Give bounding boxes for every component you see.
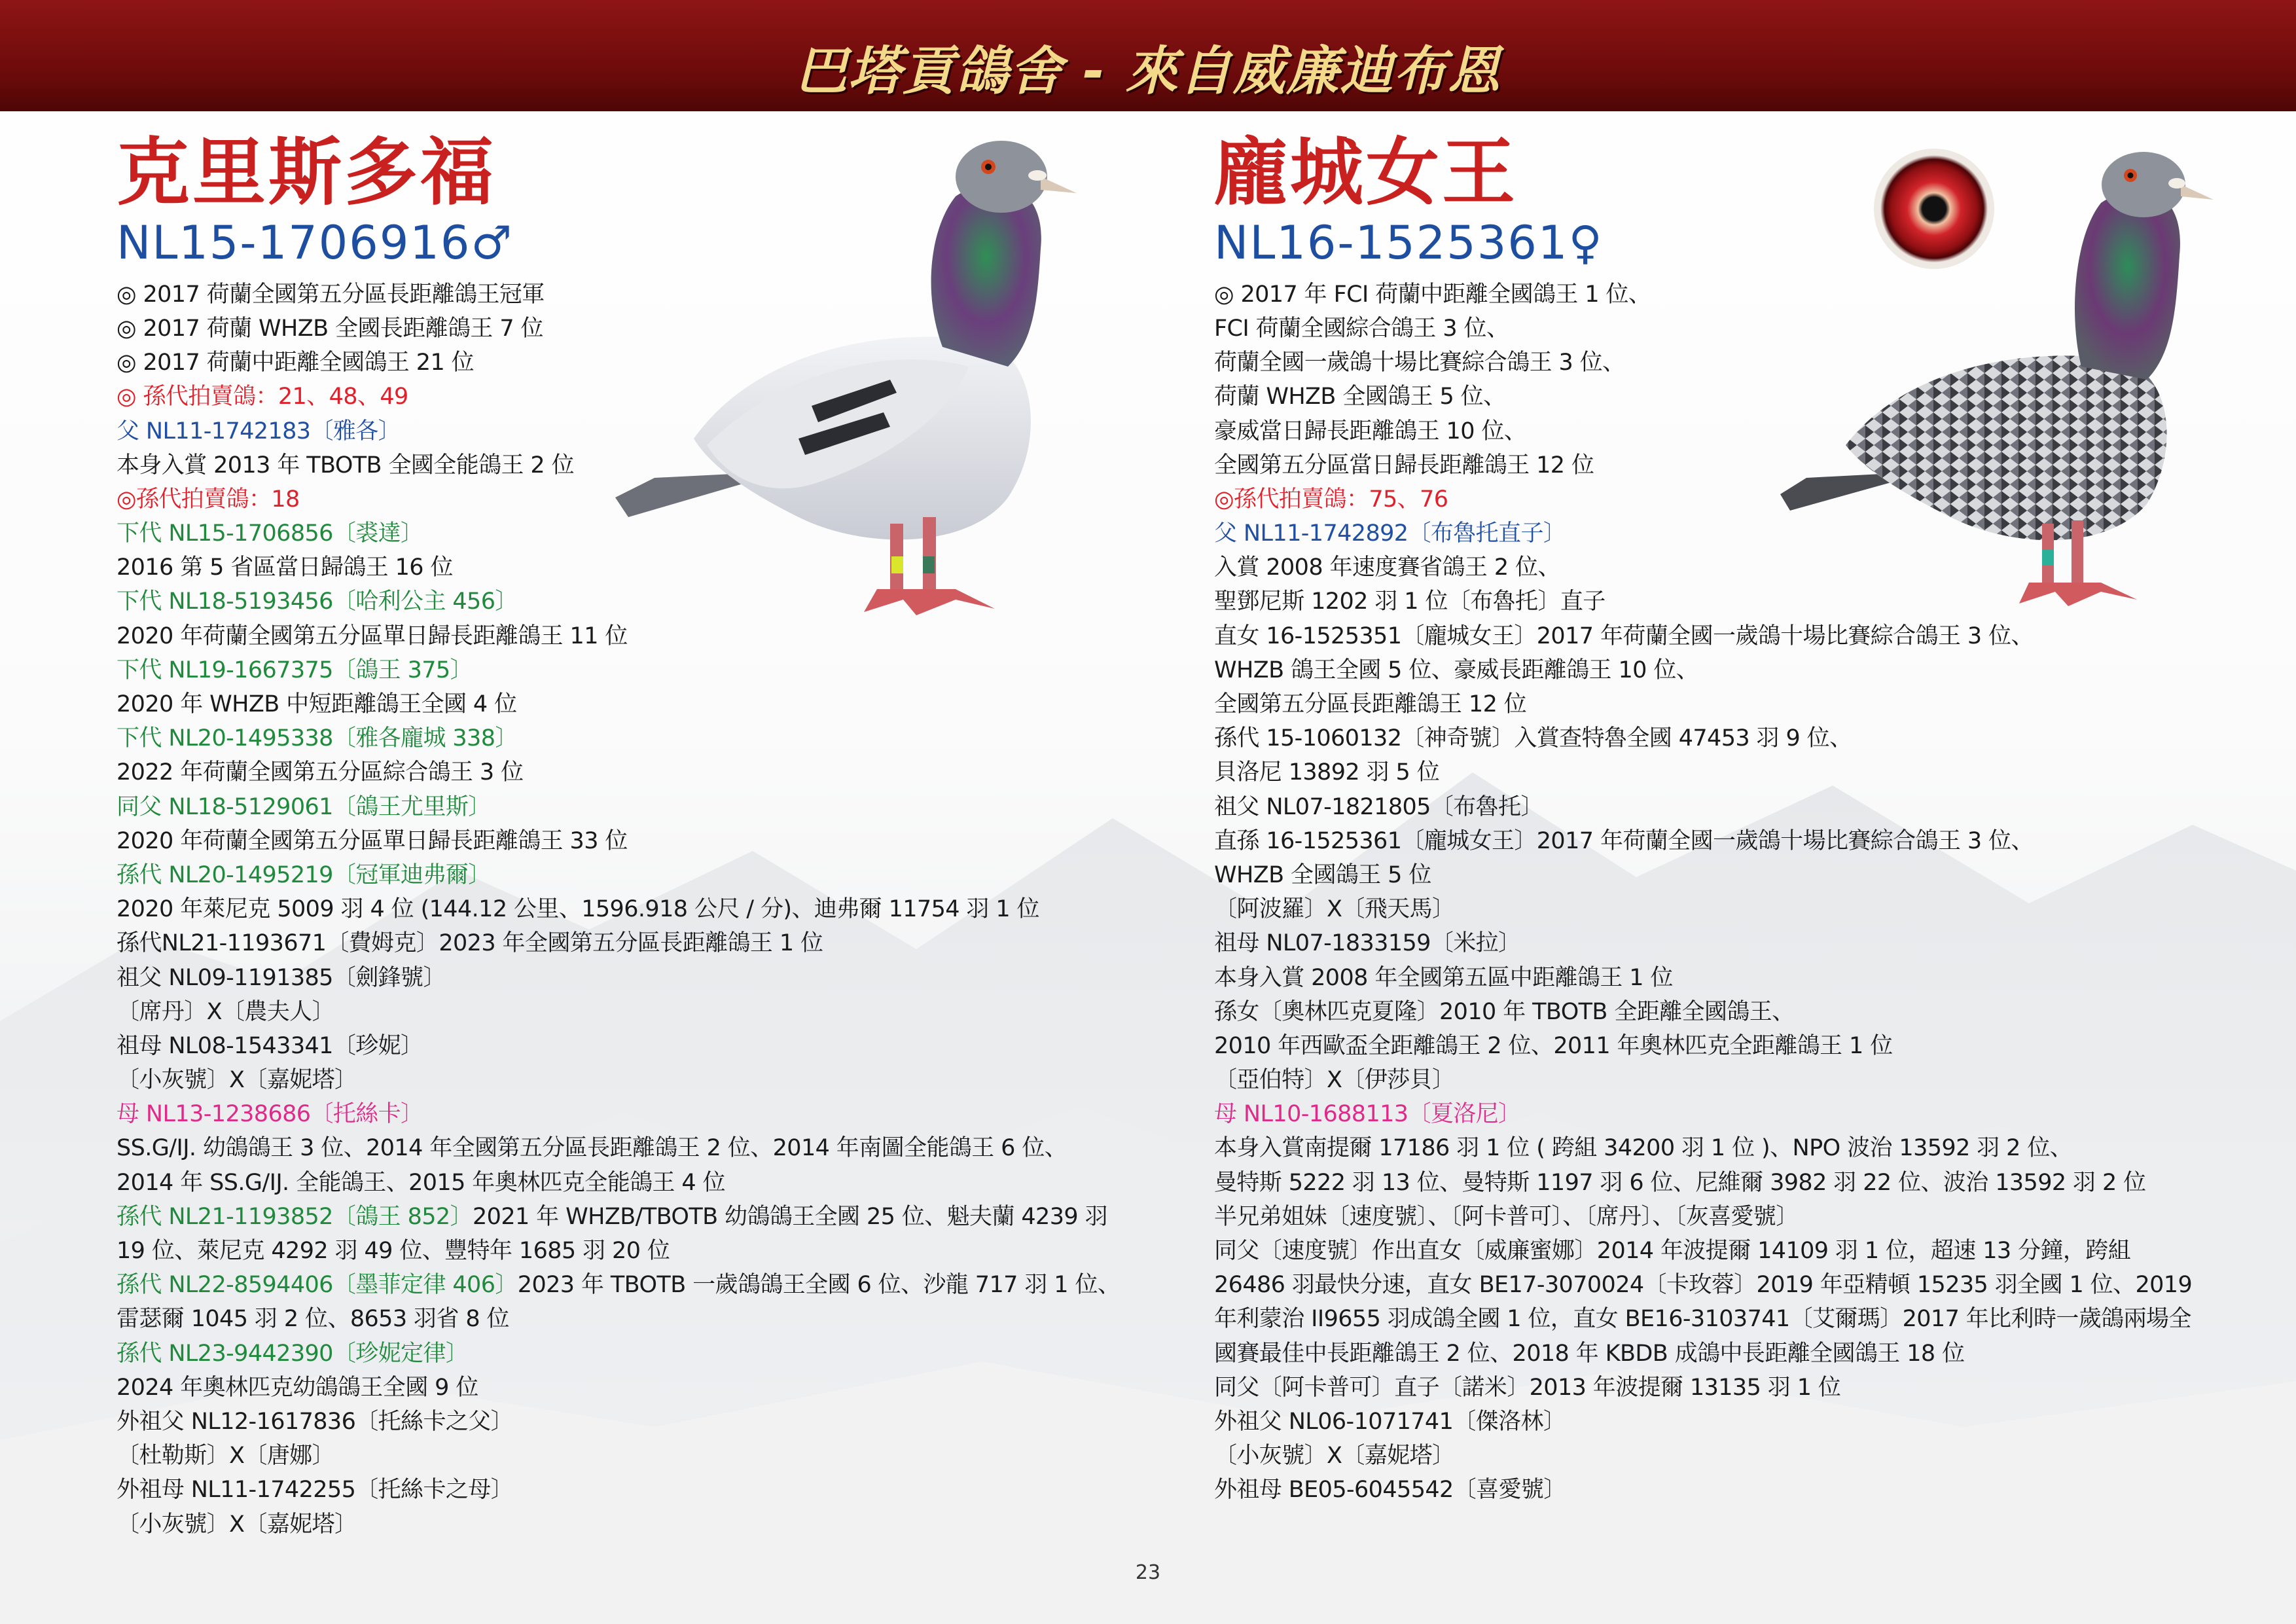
pedigree-line-segment: 2021 年 WHZB/TBOTB 幼鴿鴿王全國 25 位、魁夫蘭 4239 羽 <box>472 1203 1107 1230</box>
pedigree-line: 本身入賞南提爾 17186 羽 1 位 ( 跨組 34200 羽 1 位 )、NPO 波治 13592 羽 2 位、 <box>1214 1135 2073 1162</box>
pedigree-line <box>117 1200 1138 1234</box>
pedigree-line: 2016 第 5 省區當日歸鴿王 16 位 <box>117 554 453 581</box>
pedigree-line: 2014 年 SS.G/IJ. 全能鴿王、2015 年奧林匹克全能鴿王 4 位 <box>117 1169 726 1196</box>
pedigree-line: 貝洛尼 13892 羽 5 位 <box>1214 759 1440 786</box>
pedigree-line: 母 NL10-1688113〔夏洛尼〕 <box>1214 1101 1521 1128</box>
pedigree-line: WHZB 鴿王全國 5 位、豪威長距離鴿王 10 位、 <box>1214 657 1699 683</box>
pedigree-line: 〔小灰號〕X〔嘉妮塔〕 <box>117 1067 357 1094</box>
pedigree-line: 26486 羽最快分速，直女 BE17-3070024〔卡玫蓉〕2019 年亞精頓 15235 羽全國 1 位、2019 <box>1214 1272 2193 1299</box>
pedigree-line: ◎孫代拍賣鴿：18 <box>117 486 300 513</box>
pigeon-ring-number: NL16-1525361♀ <box>1214 215 1604 270</box>
pedigree-line: ◎ 2017 荷蘭 WHZB 全國長距離鴿王 7 位 <box>117 315 543 342</box>
pedigree-line: SS.G/IJ. 幼鴿鴿王 3 位、2014 年全國第五分區長距離鴿王 2 位、2014 年南圖全能鴿王 6 位、 <box>117 1135 1067 1162</box>
pedigree-line: 下代 NL20-1495338〔雅各龐城 338〕 <box>117 725 518 752</box>
right-pigeon-column <box>1214 131 2235 1507</box>
pedigree-line: 直孫 16-1525361〔龐城女王〕2017 年荷蘭全國一歲鴿十場比賽綜合鴿王 3 位、 <box>1214 827 2034 854</box>
pedigree-line: 祖父 NL09-1191385〔劍鋒號〕 <box>117 964 446 991</box>
pedigree-line: ◎ 2017 荷蘭中距離全國鴿王 21 位 <box>117 350 475 376</box>
pedigree-lines <box>117 278 1138 1542</box>
pedigree-line: 荷蘭 WHZB 全國鴿王 5 位、 <box>1214 384 1506 410</box>
pedigree-line-segment: 孫代 NL21-1193852〔鴿王 852〕 <box>117 1203 473 1230</box>
pedigree-line: 同父 NL18-5129061〔鴿王尤里斯〕 <box>117 793 491 820</box>
pigeon-name: 克里斯多福 <box>117 130 496 215</box>
pedigree-line: 年利蒙治 II9655 羽成鴿全國 1 位，直女 BE16-3103741〔艾爾瑪〕2017 年比利時一歲鴿兩場全 <box>1214 1306 2191 1333</box>
pedigree-line: 本身入賞 2013 年 TBOTB 全國全能鴿王 2 位 <box>117 452 575 478</box>
pedigree-line: 外祖母 BE05-6045542〔喜愛號〕 <box>1214 1477 1566 1504</box>
pedigree-line: FCI 荷蘭全國綜合鴿王 3 位、 <box>1214 315 1509 342</box>
pedigree-line-segment: 2023 年 TBOTB 一歲鴿鴿王全國 6 位、沙龍 717 羽 1 位、 <box>517 1272 1121 1299</box>
pedigree-line: 本身入賞 2008 年全國第五區中距離鴿王 1 位 <box>1214 964 1673 991</box>
pedigree-line <box>117 1268 1138 1302</box>
pedigree-line: ◎ 2017 荷蘭全國第五分區長距離鴿王冠軍 <box>117 281 545 308</box>
header-banner <box>0 0 2296 111</box>
pedigree-line: 聖鄧尼斯 1202 羽 1 位〔布魯托〕直子 <box>1214 588 1605 615</box>
pedigree-line: ◎ 孫代拍賣鴿：21、48、49 <box>117 384 408 410</box>
pedigree-line: 祖父 NL07-1821805〔布魯托〕 <box>1214 793 1543 820</box>
pedigree-line: 同父〔速度號〕作出直女〔威廉蜜娜〕2014 年波提爾 14109 羽 1 位，超速 13 分鐘，跨組 <box>1214 1238 2131 1265</box>
pedigree-line: 全國第五分區長距離鴿王 12 位 <box>1214 691 1527 718</box>
pedigree-line: 2020 年萊尼克 5009 羽 4 位 (144.12 公里、1596.918 公尺 / 分)、迪弗爾 11754 羽 1 位 <box>117 896 1039 923</box>
pedigree-line: WHZB 全國鴿王 5 位 <box>1214 861 1431 888</box>
pedigree-line: 父 NL11-1742183〔雅各〕 <box>117 418 401 444</box>
pedigree-line: 〔席丹〕X〔農夫人〕 <box>117 998 334 1025</box>
pedigree-line: 孫代 15-1060132〔神奇號〕入賞查特魯全國 47453 羽 9 位、 <box>1214 725 1852 752</box>
pedigree-line: 雷瑟爾 1045 羽 2 位、8653 羽省 8 位 <box>117 1306 509 1333</box>
pedigree-line: 2020 年荷蘭全國第五分區單日歸長距離鴿王 33 位 <box>117 827 628 854</box>
pedigree-line-segment: 孫代 NL22-8594406〔墨菲定律 406〕 <box>117 1272 518 1299</box>
pedigree-line: 〔杜勒斯〕X〔唐娜〕 <box>117 1443 334 1470</box>
header-title: 巴塔貢鴿舍 - 來自威廉迪布恩 <box>795 41 1501 101</box>
pedigree-line: 下代 NL15-1706856〔裘達〕 <box>117 520 423 547</box>
pedigree-line: 2022 年荷蘭全國第五分區綜合鴿王 3 位 <box>117 759 524 786</box>
pedigree-line: 荷蘭全國一歲鴿十場比賽綜合鴿王 3 位、 <box>1214 350 1625 376</box>
pedigree-line: 外祖父 NL06-1071741〔傑洛林〕 <box>1214 1408 1566 1435</box>
pedigree-line: 19 位、萊尼克 4292 羽 49 位、豐特年 1685 羽 20 位 <box>117 1238 670 1265</box>
pedigree-line: 〔小灰號〕X〔嘉妮塔〕 <box>1214 1443 1455 1470</box>
pedigree-line: 孫代 NL23-9442390〔珍妮定律〕 <box>117 1340 469 1367</box>
pedigree-line: 外祖父 NL12-1617836〔托絲卡之父〕 <box>117 1408 514 1435</box>
pedigree-line: 半兄弟姐妹〔速度號〕、〔阿卡普可〕、〔席丹〕、〔灰喜愛號〕 <box>1214 1203 1799 1230</box>
pedigree-line: 入賞 2008 年速度賽省鴿王 2 位、 <box>1214 554 1560 581</box>
pedigree-line: ◎ 2017 年 FCI 荷蘭中距離全國鴿王 1 位、 <box>1214 281 1651 308</box>
pedigree-line: 2010 年西歐盃全距離鴿王 2 位、2011 年奧林匹克全距離鴿王 1 位 <box>1214 1032 1893 1059</box>
left-pigeon-column <box>117 131 1138 1542</box>
pedigree-line: 祖母 NL07-1833159〔米拉〕 <box>1214 930 1521 957</box>
pedigree-lines <box>1214 278 2235 1507</box>
pedigree-line: 同父〔阿卡普可〕直子〔諾米〕2013 年波提爾 13135 羽 1 位 <box>1214 1374 1841 1401</box>
pedigree-line: 孫代NL21-1193671〔費姆克〕2023 年全國第五分區長距離鴿王 1 位 <box>117 930 823 957</box>
pedigree-line: 孫女〔奧林匹克夏隆〕2010 年 TBOTB 全距離全國鴿王、 <box>1214 998 1795 1025</box>
page-number: 23 <box>1135 1561 1161 1584</box>
pedigree-line: 父 NL11-1742892〔布魯托直子〕 <box>1214 520 1566 547</box>
pigeon-ring-number: NL15-1706916♂ <box>117 215 514 270</box>
pedigree-line: 2020 年 WHZB 中短距離鴿王全國 4 位 <box>117 691 517 718</box>
pedigree-line: 〔阿波羅〕X〔飛天馬〕 <box>1214 896 1455 923</box>
pedigree-line: 直女 16-1525351〔龐城女王〕2017 年荷蘭全國一歲鴿十場比賽綜合鴿王 3 位、 <box>1214 623 2034 649</box>
pedigree-line: 曼特斯 5222 羽 13 位、曼特斯 1197 羽 6 位、尼維爾 3982 羽 22 位、波治 13592 羽 2 位 <box>1214 1169 2146 1196</box>
pedigree-line: 2024 年奧林匹克幼鴿鴿王全國 9 位 <box>117 1374 478 1401</box>
pedigree-line: 母 NL13-1238686〔托絲卡〕 <box>117 1101 423 1128</box>
pedigree-line: 全國第五分區當日歸長距離鴿王 12 位 <box>1214 452 1594 478</box>
pedigree-line: 〔亞伯特〕X〔伊莎貝〕 <box>1214 1067 1455 1094</box>
pedigree-line: 下代 NL18-5193456〔哈利公主 456〕 <box>117 588 518 615</box>
pigeon-name: 龐城女王 <box>1214 130 1518 215</box>
pedigree-line: 祖母 NL08-1543341〔珍妮〕 <box>117 1032 423 1059</box>
pedigree-line: 國賽最佳中長距離鴿王 2 位、2018 年 KBDB 成鴿中長距離全國鴿王 18 位 <box>1214 1340 1965 1367</box>
pedigree-line: 〔小灰號〕X〔嘉妮塔〕 <box>117 1511 357 1538</box>
pedigree-line: 外祖母 NL11-1742255〔托絲卡之母〕 <box>117 1477 514 1504</box>
pedigree-line: 2020 年荷蘭全國第五分區單日歸長距離鴿王 11 位 <box>117 623 628 649</box>
pedigree-line: 孫代 NL20-1495219〔冠軍迪弗爾〕 <box>117 861 491 888</box>
pedigree-line: 豪威當日歸長距離鴿王 10 位、 <box>1214 418 1527 444</box>
pedigree-line: ◎孫代拍賣鴿：75、76 <box>1214 486 1448 513</box>
pedigree-line: 下代 NL19-1667375〔鴿王 375〕 <box>117 657 473 683</box>
